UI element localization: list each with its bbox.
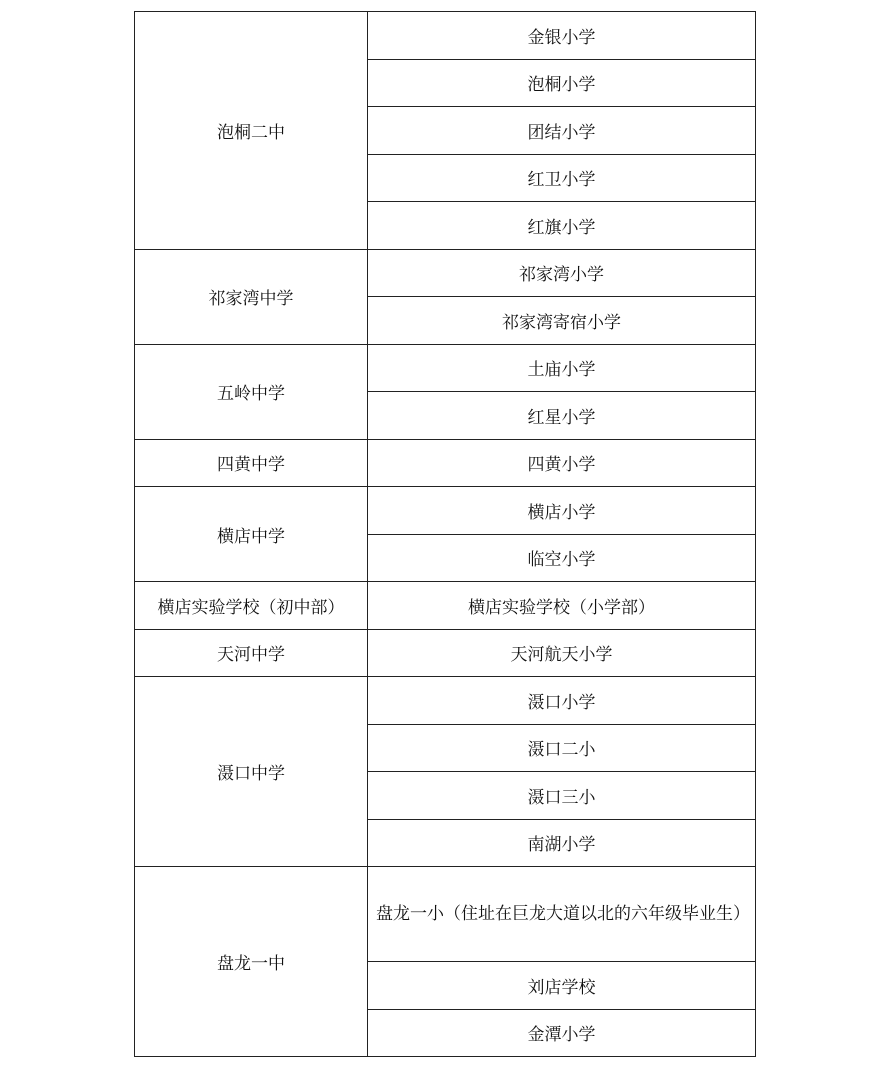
middle-school-cell: 盘龙一中	[135, 867, 368, 1057]
primary-school-cell: 刘店学校	[368, 962, 756, 1010]
primary-school-cell: 天河航天小学	[368, 629, 756, 677]
middle-school-cell: 四黄中学	[135, 439, 368, 487]
table-row	[135, 12, 756, 60]
middle-school-cell: 天河中学	[135, 629, 368, 677]
primary-school-cell: 土庙小学	[368, 344, 756, 392]
primary-school-cell: 团结小学	[368, 107, 756, 155]
primary-school-cell: 金银小学	[368, 12, 756, 60]
primary-school-cell: 红卫小学	[368, 154, 756, 202]
primary-school-cell: 临空小学	[368, 534, 756, 582]
table-row	[135, 867, 756, 962]
primary-school-cell: 盘龙一小（住址在巨龙大道以北的六年级毕业生）	[368, 867, 756, 962]
middle-school-cell: 横店中学	[135, 487, 368, 582]
primary-school-cell: 红星小学	[368, 392, 756, 440]
primary-school-cell: 红旗小学	[368, 202, 756, 250]
primary-school-cell: 横店小学	[368, 487, 756, 535]
primary-school-cell: 滠口三小	[368, 772, 756, 820]
primary-school-cell: 祁家湾寄宿小学	[368, 297, 756, 345]
table-row	[135, 487, 756, 535]
table-row	[135, 582, 756, 630]
middle-school-cell: 泡桐二中	[135, 12, 368, 250]
primary-school-cell: 金潭小学	[368, 1009, 756, 1057]
middle-school-cell: 祁家湾中学	[135, 249, 368, 344]
table-row	[135, 629, 756, 677]
primary-school-cell: 祁家湾小学	[368, 249, 756, 297]
primary-school-cell: 四黄小学	[368, 439, 756, 487]
middle-school-cell: 五岭中学	[135, 344, 368, 439]
table-row	[135, 249, 756, 297]
table-row	[135, 439, 756, 487]
middle-school-cell: 横店实验学校（初中部）	[135, 582, 368, 630]
primary-school-cell: 南湖小学	[368, 819, 756, 867]
table-row	[135, 344, 756, 392]
middle-school-cell: 滠口中学	[135, 677, 368, 867]
table-row	[135, 677, 756, 725]
primary-school-cell: 滠口小学	[368, 677, 756, 725]
school-assignment-table	[134, 11, 756, 1057]
primary-school-cell: 泡桐小学	[368, 59, 756, 107]
primary-school-cell: 滠口二小	[368, 724, 756, 772]
primary-school-cell: 横店实验学校（小学部）	[368, 582, 756, 630]
